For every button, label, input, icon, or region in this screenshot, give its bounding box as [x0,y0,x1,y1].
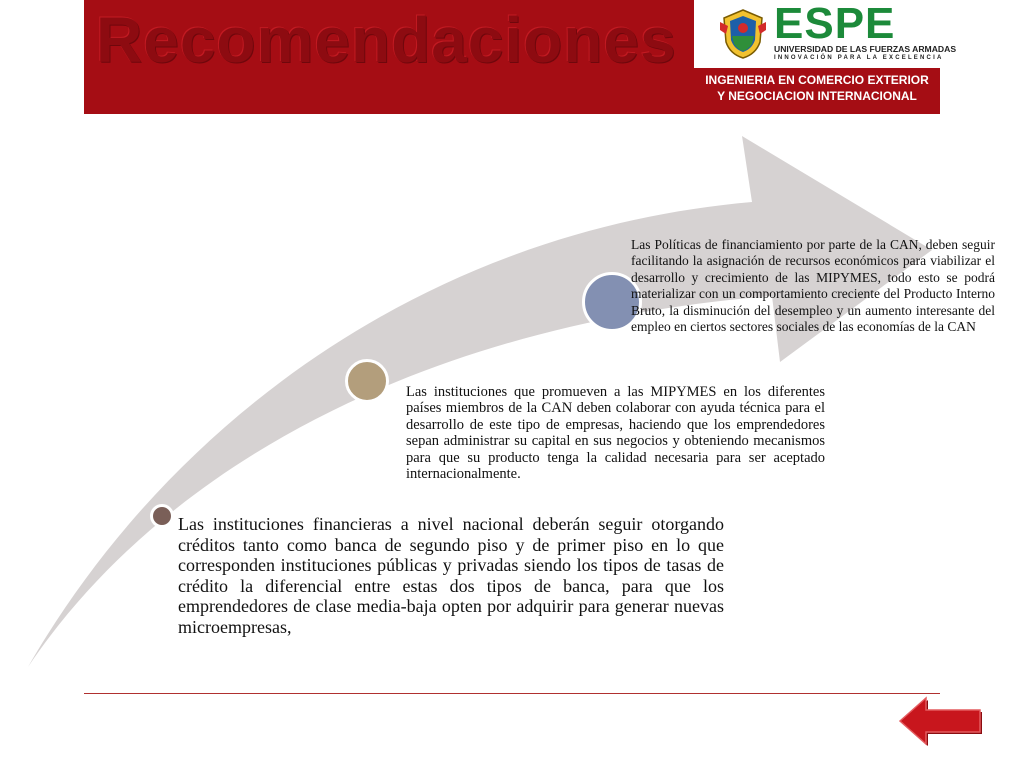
step-marker-1 [150,504,174,528]
page-title: Recomendaciones [96,4,677,76]
footer-divider [84,693,940,694]
back-button[interactable] [896,694,984,748]
logo-motto: INNOVACIÓN PARA LA EXCELENCIA [774,55,944,61]
step-2-text: Las instituciones que promueven a las MIPYMES en los diferentes países miembros de la CAN deben colaborar con ayuda técnica para el desarrollo de este tipo de empresas, haciendo que los emprendedores sepan administrar su capital en sus negocios y obteniendo mecanismos para que su producto tenga la calidad necesaria para ser aceptado internacionalmente. [406,384,825,483]
back-arrow-icon [900,698,982,746]
logo-wordmark: ESPE [774,0,896,48]
step-1-text: Las instituciones financieras a nivel nacional deberán seguir otorgando créditos tanto como banca de segundo piso y de primer piso en lo que corresponden instituciones públicas y privadas siendo los tipos de tasas de crédito la diferencial entre estas dos tipos de banca, para que los emprendedores de clase media-baja opten por adquirir para generar nuevas microempresas, [178,514,724,637]
step-3-text: Las Políticas de financiamiento por parte de la CAN, deben seguir facilitando la asignación de recursos económicos para viabilizar el desarrollo y crecimiento de las MIPYMES, todo esto se podrá materializar con un comportamiento creciente del Producto Interno Bruto, la disminución del desempleo y un aumento interesante del empleo en ciertos sectores sociales de las economías de la CAN [631,237,995,335]
logo-university: UNIVERSIDAD DE LAS FUERZAS ARMADAS [774,44,957,54]
department-line-2: Y NEGOCIACION INTERNACIONAL [717,89,917,103]
department-line-1: INGENIERIA EN COMERCIO EXTERIOR [705,73,929,87]
step-marker-2 [345,359,389,403]
